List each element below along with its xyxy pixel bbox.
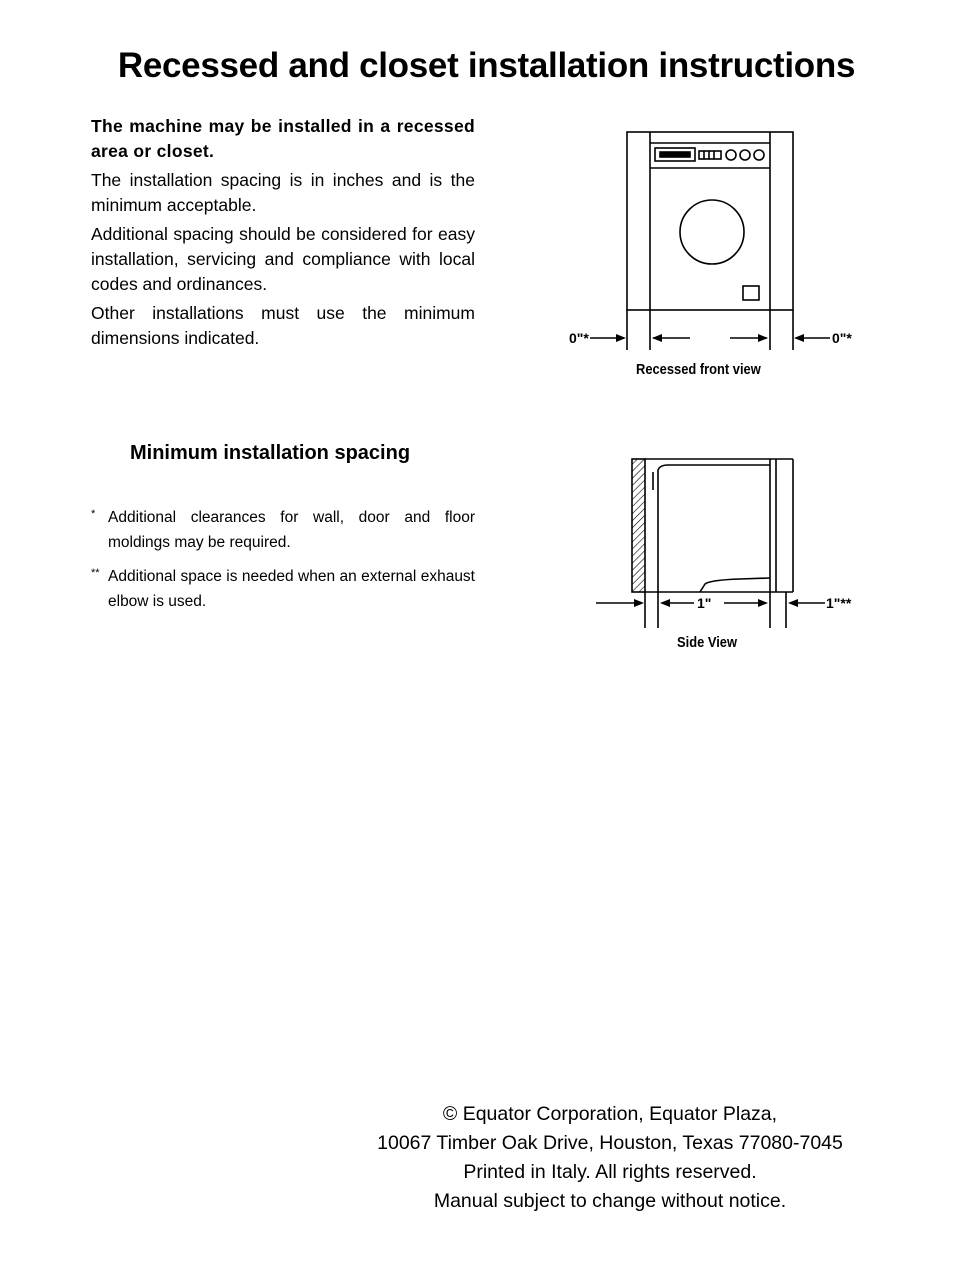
footnote <box>91 505 475 555</box>
knob-icon <box>740 150 750 160</box>
intro-paragraph-2: Additional spacing should be considered for easy installation, servicing and compliance with local codes and ordinances. <box>91 224 475 294</box>
filter-hatch-icon <box>743 286 759 300</box>
front-view-diagram <box>560 125 870 355</box>
knob-icon <box>726 150 736 160</box>
footnote-mark: ** <box>91 567 100 579</box>
knob-icon <box>754 150 764 160</box>
footer-line: Printed in Italy. All rights reserved. <box>463 1161 757 1183</box>
wall-hatch <box>632 459 645 592</box>
intro-paragraph-1: The installation spacing is in inches and is the minimum acceptable. <box>91 170 475 215</box>
front-right-label: 0"* <box>832 330 852 346</box>
side-view-caption: Side View <box>677 634 737 651</box>
buttons-icon <box>699 151 721 159</box>
intro-lead: The machine may be installed in a recessed area or closet. <box>91 116 475 161</box>
front-left-label: 0"* <box>569 330 589 346</box>
door-icon <box>680 200 744 264</box>
intro-paragraph-3: Other installations must use the minimum dimensions indicated. <box>91 303 475 348</box>
page-title: Recessed and closet installation instructions <box>117 46 856 85</box>
footer-line: 10067 Timber Oak Drive, Houston, Texas 77080-7045 <box>377 1132 843 1154</box>
side-view-diagram <box>590 450 870 635</box>
footnote-mark: * <box>91 508 96 520</box>
footer-address <box>340 1100 880 1216</box>
spacing-heading: Minimum installation spacing <box>130 442 411 464</box>
footnote-text: Additional space is needed when an external exhaust elbow is used. <box>108 568 475 610</box>
footnote-text: Additional clearances for wall, door and floor moldings may be required. <box>108 509 475 551</box>
footnotes <box>91 505 475 623</box>
side-gap-label: 1" <box>697 595 712 611</box>
footer-line: © Equator Corporation, Equator Plaza, <box>442 1103 778 1125</box>
footer-line: Manual subject to change without notice. <box>433 1190 787 1212</box>
front-view-caption: Recessed front view <box>636 361 761 378</box>
intro-text <box>91 114 475 355</box>
side-right-label: 1"** <box>826 595 852 611</box>
footnote <box>91 564 475 614</box>
